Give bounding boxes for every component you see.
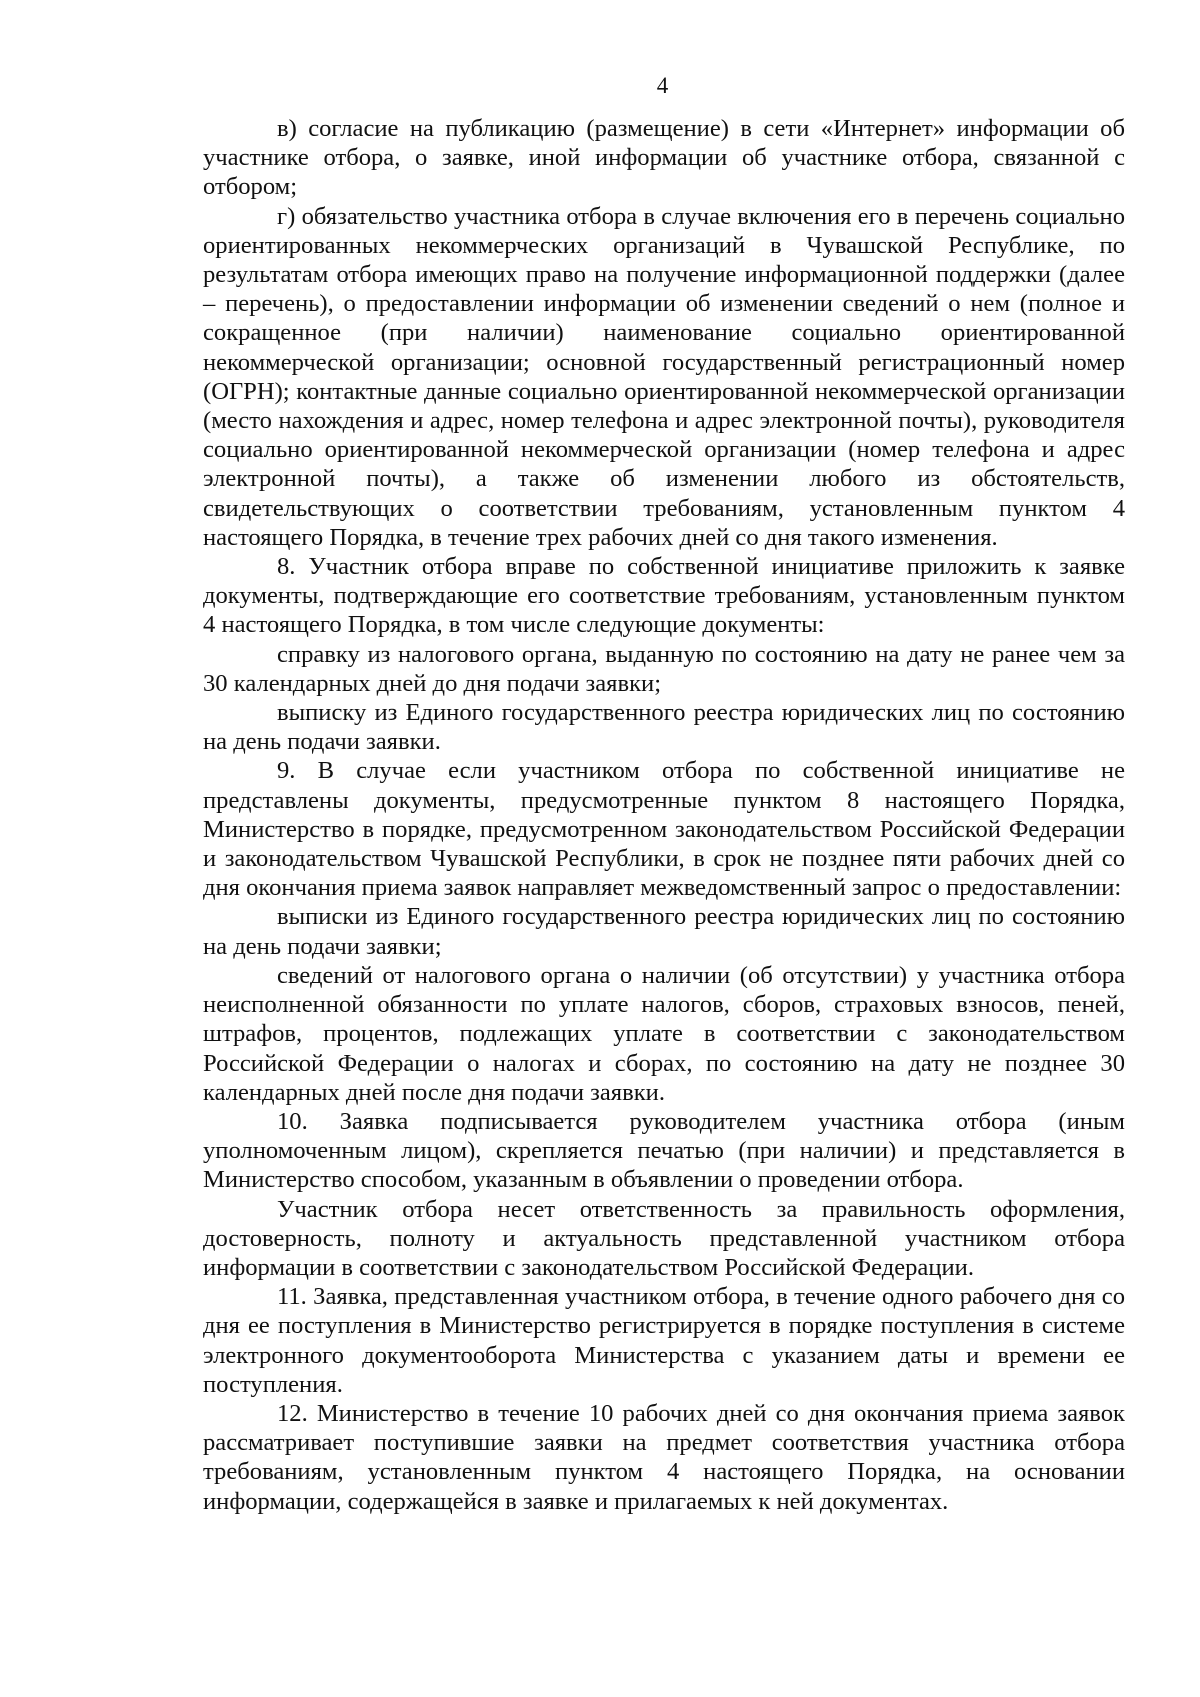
paragraph-item-12: 12. Министерство в течение 10 рабочих дней со дня окончания приема заявок рассматривает поступившие заявки на предмет соответствия участника отбора требованиям, установленным пунктом 4 настоящего Порядка, на основании информации, содержащейся в заявке и прилагаемых к ней документах. xyxy=(203,1399,1125,1515)
paragraph-obligation-info: г) обязательство участника отбора в случае включения его в перечень социально ориентированных некоммерческих организаций в Чувашской Республике, по результатам отбора имеющих право на получение информационной поддержки (далее – перечень), о предоставлении информации об изменении сведений о нем (полное и сокращенное (при наличии) наименование социально ориентированной некоммерческой организации; основной государственный регистрационный номер (ОГРН); контактные данные социально ориентированной некоммерческой организации (место нахождения и адрес, номер телефона и адрес электронной почты), руководителя социально ориентированной некоммерческой организации (номер телефона и адрес электронной почты), а также об изменении любого из обстоятельств, свидетельствующих о соответствии требованиям, установленным пунктом 4 настоящего Порядка, в течение трех рабочих дней со дня такого изменения. xyxy=(203,202,1125,551)
paragraph-item-8: 8. Участник отбора вправе по собственной инициативе приложить к заявке документы, подтверждающие его соответствие требованиям, установленным пунктом 4 настоящего Порядка, в том числе следующие документы: xyxy=(203,553,1125,639)
paragraph-item-9: 9. В случае если участником отбора по собственной инициативе не представлены документы, предусмотренные пунктом 8 настоящего Порядка, Министерство в порядке, предусмотренном законодательством Российской Федерации и законодательством Чувашской Республики, в срок не позднее пяти рабочих дней со дня окончания приема заявок направляет межведомственный запрос о предоставлении: xyxy=(203,757,1125,902)
paragraph-consent-publication: в) согласие на публикацию (размещение) в сети «Интернет» информации об участнике отбора, о заявке, иной информации об участнике отбора, связанной с отбором; xyxy=(203,115,1125,201)
page-number: 4 xyxy=(656,73,669,98)
document-body xyxy=(203,114,1125,1516)
paragraph-tax-certificate: справку из налогового органа, выданную по состоянию на дату не ранее чем за 30 календарных дней до дня подачи заявки; xyxy=(203,640,1125,697)
paragraph-responsibility: Участник отбора несет ответственность за правильность оформления, достоверность, полноту и актуальность представленной участником отбора информации в соответствии с законодательством Российской Федерации. xyxy=(203,1195,1125,1281)
paragraph-registry-extracts: выписки из Единого государственного реестра юридических лиц по состоянию на день подачи заявки; xyxy=(203,903,1125,960)
paragraph-registry-extract: выписку из Единого государственного реестра юридических лиц по состоянию на день подачи заявки. xyxy=(203,699,1125,756)
paragraph-item-10: 10. Заявка подписывается руководителем участника отбора (иным уполномоченным лицом), скрепляется печатью (при наличии) и представляется в Министерство способом, указанным в объявлении о проведении отбора. xyxy=(203,1107,1125,1194)
paragraph-item-11: 11. Заявка, представленная участником отбора, в течение одного рабочего дня со дня ее поступления в Министерство регистрируется в порядке поступления в системе электронного документооборота Министерства с указанием даты и времени ее поступления. xyxy=(203,1283,1125,1398)
paragraph-tax-info: сведений от налогового органа о наличии (об отсутствии) у участника отбора неисполненной обязанности по уплате налогов, сборов, страховых взносов, пеней, штрафов, процентов, подлежащих уплате в соответствии с законодательством Российской Федерации о налогах и сборах, по состоянию на дату не позднее 30 календарных дней после дня подачи заявки. xyxy=(203,961,1125,1106)
